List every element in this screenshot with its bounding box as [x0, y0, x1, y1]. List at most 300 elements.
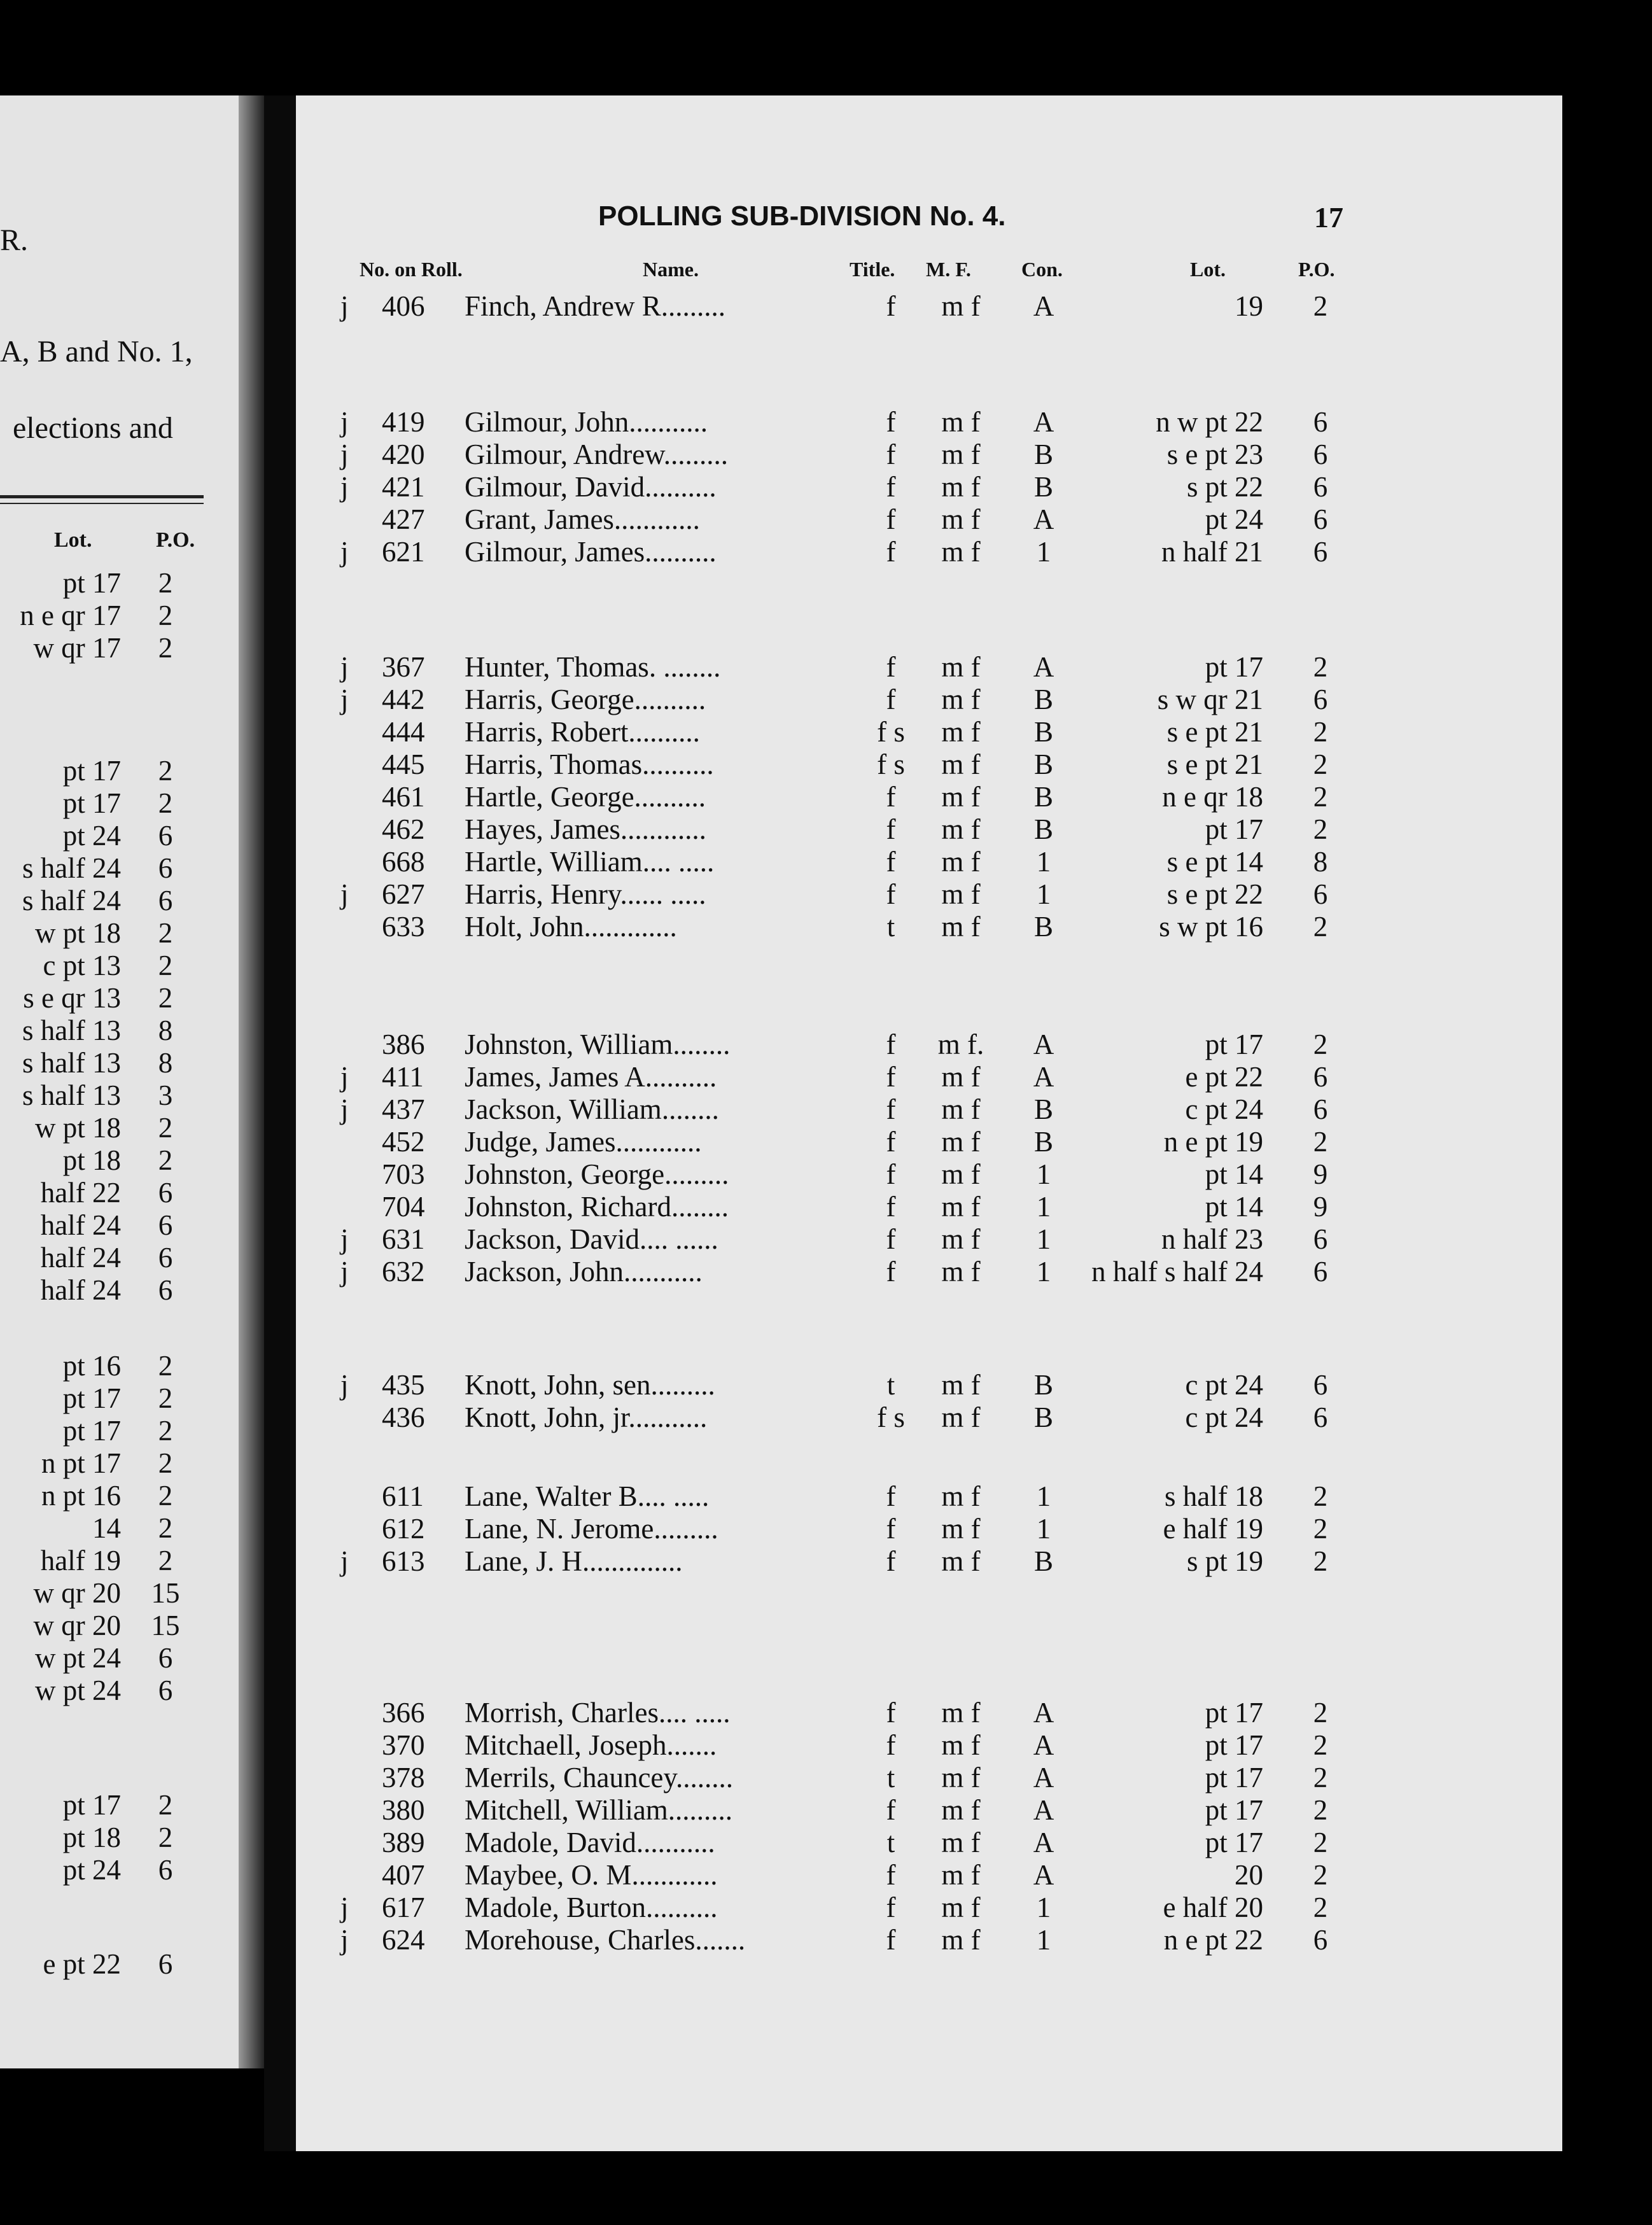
- lot-cell: e half 20: [1163, 1892, 1263, 1923]
- mf-cell: m f: [941, 1256, 981, 1288]
- title-cell: f: [886, 846, 896, 878]
- voter-name: Madole, Burton..........: [465, 1892, 718, 1923]
- po-cell: 2: [158, 1112, 173, 1144]
- roll-number: 612: [382, 1513, 425, 1545]
- roll-number: 445: [382, 748, 425, 780]
- table-row: [296, 438, 1562, 470]
- lot-cell: s e pt 14: [1166, 846, 1263, 878]
- con-cell: B: [1033, 684, 1053, 715]
- po-cell: 2: [158, 787, 173, 819]
- table-row: [296, 1696, 1562, 1728]
- table-row: [296, 748, 1562, 780]
- lot-cell: w pt 24: [35, 1674, 121, 1706]
- con-cell: 1: [1036, 536, 1051, 568]
- con-cell: A: [1033, 1061, 1054, 1093]
- con-cell: 1: [1036, 878, 1051, 910]
- list-item: [0, 1853, 204, 1885]
- list-item: [0, 852, 204, 883]
- po-cell: 2: [158, 917, 173, 949]
- title-cell: f: [886, 1892, 896, 1923]
- roll-number: 420: [382, 439, 425, 470]
- title-cell: f s: [877, 1401, 905, 1433]
- list-item: [0, 981, 204, 1013]
- lot-cell: n w pt 22: [1156, 406, 1263, 438]
- mf-cell: m f: [941, 1924, 981, 1956]
- title-cell: f: [886, 684, 896, 715]
- lot-cell: e pt 22: [1185, 1061, 1263, 1093]
- lot-cell: s e qr 13: [23, 982, 121, 1014]
- table-row: [296, 1480, 1562, 1512]
- po-cell: 3: [158, 1079, 173, 1111]
- lot-cell: pt 16: [62, 1350, 121, 1382]
- roll-number: 631: [382, 1223, 425, 1255]
- mf-cell: m f: [941, 1401, 981, 1433]
- voter-name: Jackson, David.... ......: [465, 1223, 718, 1255]
- list-item: [0, 1382, 204, 1414]
- roll-number: 435: [382, 1369, 425, 1401]
- roll-number: 366: [382, 1697, 425, 1729]
- entry-mark: j: [340, 1223, 349, 1255]
- po-cell: 2: [1313, 911, 1328, 943]
- voter-name: Hartle, William.... .....: [465, 846, 715, 878]
- mf-cell: m f: [941, 716, 981, 748]
- table-row: [296, 1028, 1562, 1060]
- lot-cell: c pt 24: [1185, 1369, 1263, 1401]
- lot-cell: w pt 18: [35, 917, 121, 949]
- table-row: [296, 1545, 1562, 1576]
- roll-number: 461: [382, 781, 425, 813]
- voter-name: Harris, Robert..........: [465, 716, 700, 748]
- voter-name: Morehouse, Charles.......: [465, 1924, 746, 1956]
- lot-cell: 20: [1235, 1859, 1263, 1891]
- table-row: [296, 650, 1562, 682]
- con-cell: A: [1033, 1859, 1054, 1891]
- page-number: 17: [1314, 201, 1343, 234]
- po-cell: 6: [1313, 1223, 1328, 1255]
- po-cell: 2: [158, 632, 173, 664]
- roll-number: 380: [382, 1794, 425, 1826]
- con-cell: 1: [1036, 1191, 1051, 1223]
- po-cell: 6: [158, 1674, 173, 1706]
- mf-cell: m f: [941, 1480, 981, 1512]
- po-cell: 6: [158, 885, 173, 916]
- table-row: [296, 1190, 1562, 1222]
- page-title: POLLING SUB-DIVISION No. 4.: [598, 200, 1006, 232]
- po-cell: 2: [158, 1545, 173, 1576]
- title-cell: f: [886, 406, 896, 438]
- mf-cell: m f: [941, 1794, 981, 1826]
- po-cell: 15: [151, 1577, 180, 1609]
- mf-cell: m f: [941, 781, 981, 813]
- po-cell: 2: [1313, 1827, 1328, 1858]
- list-item: [0, 1209, 204, 1240]
- table-row: [296, 1891, 1562, 1923]
- entry-mark: j: [340, 651, 349, 683]
- lot-cell: s half 13: [22, 1014, 121, 1046]
- table-row: [296, 1401, 1562, 1433]
- con-cell: B: [1033, 1401, 1053, 1433]
- po-cell: 6: [1313, 471, 1328, 503]
- po-cell: 6: [158, 1274, 173, 1306]
- voter-name: Johnston, Richard........: [465, 1191, 729, 1223]
- left-page: [0, 95, 239, 2068]
- lot-cell: pt 17: [1205, 813, 1263, 845]
- list-item: [0, 949, 204, 981]
- roll-number: 436: [382, 1401, 425, 1433]
- voter-name: Jackson, John...........: [465, 1256, 703, 1288]
- entry-mark: j: [340, 878, 349, 910]
- lot-cell: s half 13: [22, 1079, 121, 1111]
- mf-cell: m f.: [937, 1028, 984, 1060]
- po-cell: 2: [1313, 1480, 1328, 1512]
- list-item: [0, 787, 204, 818]
- title-cell: f: [886, 651, 896, 683]
- column-header-lot: Lot.: [1190, 258, 1226, 281]
- list-item: [0, 819, 204, 851]
- voter-name: Gilmour, Andrew.........: [465, 439, 728, 470]
- lot-cell: e pt 22: [43, 1948, 121, 1980]
- roll-number: 386: [382, 1028, 425, 1060]
- table-row: [296, 290, 1562, 321]
- mf-cell: m f: [941, 846, 981, 878]
- lot-cell: pt 17: [62, 567, 121, 599]
- list-item: [0, 1111, 204, 1143]
- lot-cell: half 19: [40, 1545, 121, 1576]
- entry-mark: j: [340, 1256, 349, 1288]
- voter-name: Johnston, William........: [465, 1028, 731, 1060]
- title-cell: f: [886, 1126, 896, 1158]
- mf-cell: m f: [941, 878, 981, 910]
- lot-cell: n pt 17: [41, 1447, 121, 1479]
- list-item: [0, 566, 204, 598]
- mf-cell: m f: [941, 503, 981, 535]
- voter-name: Grant, James............: [465, 503, 700, 535]
- lot-cell: n e qr 18: [1162, 781, 1263, 813]
- rule: [0, 495, 204, 498]
- roll-number: 627: [382, 878, 425, 910]
- column-header-po: P.O.: [156, 528, 195, 552]
- lot-cell: pt 17: [62, 755, 121, 787]
- table-row: [296, 503, 1562, 535]
- po-cell: 6: [1313, 503, 1328, 535]
- table-row: [296, 813, 1562, 845]
- po-cell: 2: [158, 1789, 173, 1821]
- title-cell: f: [886, 1061, 896, 1093]
- title-cell: t: [886, 1369, 895, 1401]
- title-cell: f: [886, 1859, 896, 1891]
- entry-mark: j: [340, 1061, 349, 1093]
- mf-cell: m f: [941, 1827, 981, 1858]
- con-cell: B: [1033, 439, 1053, 470]
- lot-cell: n half s half 24: [1091, 1256, 1263, 1288]
- table-row: [296, 780, 1562, 812]
- po-cell: 6: [158, 852, 173, 884]
- column-header-lot: Lot.: [54, 528, 92, 552]
- lot-cell: pt 14: [1205, 1191, 1263, 1223]
- mf-cell: m f: [941, 651, 981, 683]
- roll-number: 370: [382, 1729, 425, 1761]
- title-cell: f: [886, 290, 896, 322]
- po-cell: 2: [1313, 651, 1328, 683]
- title-cell: f: [886, 1223, 896, 1255]
- voter-name: Harris, George..........: [465, 684, 706, 715]
- title-cell: f: [886, 878, 896, 910]
- con-cell: A: [1033, 651, 1054, 683]
- lot-cell: 14: [92, 1512, 121, 1544]
- po-cell: 6: [1313, 1256, 1328, 1288]
- voter-name: Lane, J. H..............: [465, 1545, 683, 1577]
- po-cell: 6: [1313, 684, 1328, 715]
- right-page: [296, 95, 1562, 2151]
- roll-number: 406: [382, 290, 425, 322]
- mf-cell: m f: [941, 1191, 981, 1223]
- voter-name: Judge, James............: [465, 1126, 702, 1158]
- lot-cell: pt 17: [62, 1415, 121, 1447]
- po-cell: 6: [1313, 439, 1328, 470]
- rule: [0, 503, 204, 504]
- roll-number: 452: [382, 1126, 425, 1158]
- entry-mark: j: [340, 290, 349, 322]
- lot-cell: pt 17: [1205, 1762, 1263, 1793]
- lot-cell: s e pt 21: [1166, 748, 1263, 780]
- mf-cell: m f: [941, 290, 981, 322]
- list-item: [0, 1079, 204, 1111]
- po-cell: 2: [1313, 1028, 1328, 1060]
- po-cell: 2: [1313, 1794, 1328, 1826]
- voter-name: Hunter, Thomas. ........: [465, 651, 721, 683]
- title-cell: f: [886, 439, 896, 470]
- po-cell: 2: [1313, 1762, 1328, 1793]
- con-cell: 1: [1036, 1892, 1051, 1923]
- list-item: [0, 1641, 204, 1673]
- column-header-no-on-roll: No. on Roll.: [360, 258, 463, 281]
- lot-cell: s half 13: [22, 1047, 121, 1079]
- voter-name: Gilmour, James..........: [465, 536, 717, 568]
- con-cell: A: [1033, 503, 1054, 535]
- list-item: [0, 1144, 204, 1176]
- list-item: [0, 1349, 204, 1381]
- con-cell: B: [1033, 1545, 1053, 1577]
- po-cell: 6: [158, 820, 173, 852]
- table-row: [296, 1093, 1562, 1125]
- lot-cell: pt 17: [62, 1789, 121, 1821]
- roll-number: 367: [382, 651, 425, 683]
- lot-cell: pt 24: [62, 820, 121, 852]
- po-cell: 2: [1313, 1892, 1328, 1923]
- list-item: [0, 631, 204, 663]
- mf-cell: m f: [941, 1061, 981, 1093]
- con-cell: B: [1033, 716, 1053, 748]
- lot-cell: w pt 18: [35, 1112, 121, 1144]
- voter-name: Finch, Andrew R.........: [465, 290, 725, 322]
- entry-mark: j: [340, 684, 349, 715]
- lot-cell: pt 17: [1205, 651, 1263, 683]
- con-cell: A: [1033, 1762, 1054, 1793]
- po-cell: 2: [1313, 813, 1328, 845]
- voter-name: Madole, David...........: [465, 1827, 715, 1858]
- con-cell: B: [1033, 781, 1053, 813]
- po-cell: 6: [158, 1242, 173, 1274]
- lot-cell: half 24: [40, 1274, 121, 1306]
- con-cell: B: [1033, 471, 1053, 503]
- con-cell: 1: [1036, 1924, 1051, 1956]
- mf-cell: m f: [941, 1892, 981, 1923]
- table-row: [296, 845, 1562, 877]
- po-cell: 8: [158, 1047, 173, 1079]
- table-row: [296, 1125, 1562, 1157]
- mf-cell: m f: [941, 1126, 981, 1158]
- lot-cell: s half 18: [1165, 1480, 1263, 1512]
- table-row: [296, 1858, 1562, 1890]
- con-cell: 1: [1036, 1256, 1051, 1288]
- title-cell: f: [886, 1093, 896, 1125]
- po-cell: 2: [158, 950, 173, 981]
- po-cell: 9: [1313, 1158, 1328, 1190]
- list-item: [0, 1241, 204, 1273]
- roll-number: 632: [382, 1256, 425, 1288]
- roll-number: 621: [382, 536, 425, 568]
- page-edge: [239, 95, 264, 2068]
- po-cell: 6: [158, 1177, 173, 1209]
- list-item: [0, 1274, 204, 1305]
- roll-number: 704: [382, 1191, 425, 1223]
- table-row: [296, 1223, 1562, 1254]
- con-cell: B: [1033, 911, 1053, 943]
- con-cell: B: [1033, 1126, 1053, 1158]
- con-cell: B: [1033, 1093, 1053, 1125]
- mf-cell: m f: [941, 748, 981, 780]
- roll-number: 668: [382, 846, 425, 878]
- mf-cell: m f: [941, 911, 981, 943]
- lot-cell: pt 17: [1205, 1794, 1263, 1826]
- po-cell: 2: [1313, 1697, 1328, 1729]
- list-item: [0, 1447, 204, 1478]
- po-cell: 2: [158, 755, 173, 787]
- column-header-mf: M. F.: [926, 258, 971, 281]
- binding-gutter: [264, 95, 296, 2151]
- title-cell: f: [886, 1924, 896, 1956]
- voter-name: Knott, John, jr...........: [465, 1401, 708, 1433]
- table-row: [296, 1923, 1562, 1955]
- table-row: [296, 1368, 1562, 1400]
- lot-cell: s e pt 23: [1166, 439, 1263, 470]
- lot-cell: s e pt 21: [1166, 716, 1263, 748]
- table-row: [296, 715, 1562, 747]
- po-cell: 2: [1313, 1545, 1328, 1577]
- roll-number: 633: [382, 911, 425, 943]
- lot-cell: w pt 24: [35, 1642, 121, 1674]
- entry-mark: j: [340, 1924, 349, 1956]
- title-cell: f: [886, 1545, 896, 1577]
- left-page-line: R.: [0, 223, 29, 257]
- po-cell: 6: [1313, 536, 1328, 568]
- con-cell: A: [1033, 1697, 1054, 1729]
- entry-mark: j: [340, 406, 349, 438]
- table-row: [296, 470, 1562, 502]
- roll-number: 624: [382, 1924, 425, 1956]
- list-item: [0, 1479, 204, 1511]
- mf-cell: m f: [941, 1859, 981, 1891]
- mf-cell: m f: [941, 1697, 981, 1729]
- po-cell: 2: [158, 1447, 173, 1479]
- voter-name: Jackson, William........: [465, 1093, 719, 1125]
- po-cell: 2: [158, 1480, 173, 1512]
- mf-cell: m f: [941, 1369, 981, 1401]
- con-cell: A: [1033, 406, 1054, 438]
- po-cell: 6: [1313, 1061, 1328, 1093]
- list-item: [0, 884, 204, 916]
- mf-cell: m f: [941, 1513, 981, 1545]
- voter-name: James, James A..........: [465, 1061, 717, 1093]
- lot-cell: s w pt 16: [1159, 911, 1263, 943]
- lot-cell: pt 17: [1205, 1827, 1263, 1858]
- title-cell: t: [886, 1762, 895, 1793]
- title-cell: f: [886, 1697, 896, 1729]
- list-item: [0, 1674, 204, 1706]
- voter-name: Johnston, George.........: [465, 1158, 729, 1190]
- po-cell: 6: [158, 1948, 173, 1980]
- column-header-po: P.O.: [1298, 258, 1335, 281]
- title-cell: f: [886, 1256, 896, 1288]
- lot-cell: half 24: [40, 1242, 121, 1274]
- left-page-line: elections and: [13, 411, 173, 445]
- po-cell: 6: [1313, 1924, 1328, 1956]
- entry-mark: j: [340, 1545, 349, 1577]
- lot-cell: pt 24: [1205, 503, 1263, 535]
- po-cell: 2: [1313, 290, 1328, 322]
- title-cell: f s: [877, 748, 905, 780]
- mf-cell: m f: [941, 406, 981, 438]
- table-row: [296, 683, 1562, 715]
- title-cell: f: [886, 1480, 896, 1512]
- entry-mark: j: [340, 439, 349, 470]
- table-row: [296, 878, 1562, 909]
- lot-cell: half 22: [40, 1177, 121, 1209]
- table-row: [296, 1729, 1562, 1760]
- lot-cell: w qr 20: [33, 1610, 121, 1641]
- table-row: [296, 910, 1562, 942]
- roll-number: 613: [382, 1545, 425, 1577]
- po-cell: 9: [1313, 1191, 1328, 1223]
- lot-cell: e half 19: [1163, 1513, 1263, 1545]
- title-cell: f s: [877, 716, 905, 748]
- list-item: [0, 1046, 204, 1078]
- con-cell: 1: [1036, 1513, 1051, 1545]
- list-item: [0, 1176, 204, 1208]
- mf-cell: m f: [941, 536, 981, 568]
- roll-number: 442: [382, 684, 425, 715]
- entry-mark: j: [340, 1892, 349, 1923]
- table-row: [296, 535, 1562, 567]
- list-item: [0, 1014, 204, 1046]
- lot-cell: pt 17: [1205, 1697, 1263, 1729]
- mf-cell: m f: [941, 1545, 981, 1577]
- lot-cell: pt 17: [1205, 1729, 1263, 1761]
- lot-cell: n e pt 19: [1163, 1126, 1263, 1158]
- list-item: [0, 1544, 204, 1576]
- table-row: [296, 1255, 1562, 1287]
- po-cell: 2: [158, 1350, 173, 1382]
- list-item: [0, 1788, 204, 1820]
- po-cell: 2: [158, 600, 173, 631]
- title-cell: f: [886, 781, 896, 813]
- lot-cell: c pt 13: [43, 950, 121, 981]
- po-cell: 8: [158, 1014, 173, 1046]
- title-cell: f: [886, 536, 896, 568]
- title-cell: f: [886, 503, 896, 535]
- roll-number: 427: [382, 503, 425, 535]
- mf-cell: m f: [941, 813, 981, 845]
